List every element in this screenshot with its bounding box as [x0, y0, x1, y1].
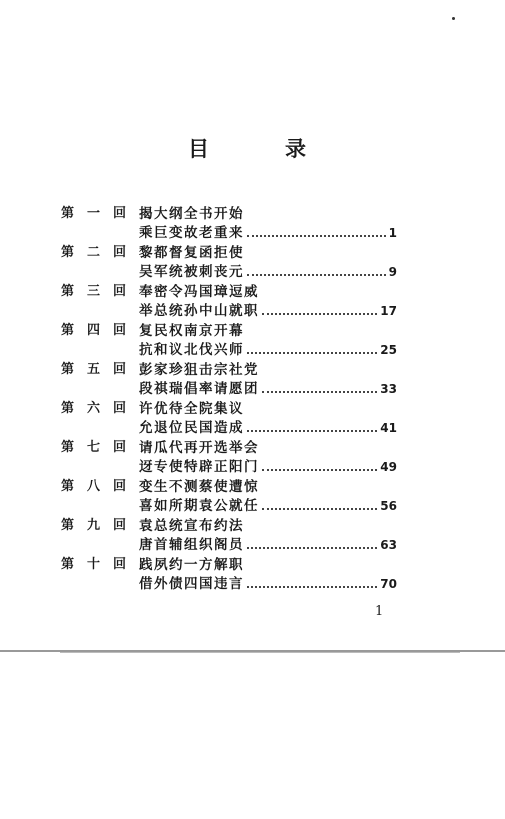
chapter-title-line2: 喜如所期袁公就任 56	[139, 498, 397, 514]
chapter-title-line2: 举总统孙中山就职 17	[139, 303, 397, 319]
leader-dots	[247, 264, 386, 276]
chapter-page: 17	[380, 304, 397, 318]
chapter-title-line1: 复民权南京开幕	[139, 323, 244, 339]
chapter-title-line2: 吴军统被刺丧元 9	[139, 264, 397, 280]
leader-dots	[262, 498, 377, 510]
chapter-title-line2: 乘巨变故老重来 1	[139, 225, 397, 241]
toc-entry[interactable]: 第 三 回 奉密令冯国璋逗威 举总统孙中山就职 17	[0, 278, 505, 317]
toc-entry[interactable]: 第 四 回 复民权南京开幕 抗和议北伐兴师 25	[0, 317, 505, 356]
chapter-title-line2: 借外债四国违言 70	[139, 576, 397, 592]
leader-dots	[262, 459, 377, 471]
page-edge-shadow	[60, 652, 460, 653]
toc-entry[interactable]: 第 六 回 许优待全院集议 允退位民国造成 41	[0, 395, 505, 434]
chapter-page: 25	[380, 343, 397, 357]
toc-entry[interactable]: 第 五 回 彭家珍狙击宗社党 段祺瑞倡率请愿团 33	[0, 356, 505, 395]
page-number: 1	[375, 604, 384, 619]
toc-entry[interactable]: 第 十 回 践夙约一方解职 借外债四国违言 70	[0, 551, 505, 590]
chapter-page: 9	[388, 265, 397, 279]
toc-entry[interactable]: 第 八 回 变生不测蔡使遭惊 喜如所期袁公就任 56	[0, 473, 505, 512]
leader-dots	[262, 381, 377, 393]
toc-entry[interactable]: 第 一 回 揭大纲全书开始 乘巨变故老重来 1	[0, 200, 505, 239]
chapter-title-line2: 唐首辅组织阁员 63	[139, 537, 397, 553]
chapter-title-line1: 许优待全院集议	[139, 401, 244, 417]
chapter-title-line1: 奉密令冯国璋逗威	[139, 284, 259, 300]
leader-dots	[247, 420, 377, 432]
chapter-title-line2: 抗和议北伐兴师 25	[139, 342, 397, 358]
chapter-page: 63	[380, 538, 397, 552]
leader-dots	[247, 537, 377, 549]
chapter-page: 33	[380, 382, 397, 396]
chapter-title-line1: 变生不测蔡使遭惊	[139, 479, 259, 495]
chapter-title-line1: 袁总统宣布约法	[139, 518, 244, 534]
chapter-page: 70	[380, 577, 397, 591]
chapter-page: 41	[380, 421, 397, 435]
table-of-contents	[0, 200, 505, 590]
title-char-1: 目	[188, 136, 211, 161]
chapter-page: 56	[380, 499, 397, 513]
title-char-2: 录	[285, 136, 308, 161]
chapter-title-line1: 黎都督复函拒使	[139, 245, 244, 261]
chapter-title-line2: 段祺瑞倡率请愿团 33	[139, 381, 397, 397]
toc-entry[interactable]: 第 七 回 请瓜代再开选举会 迓专使特辟正阳门 49	[0, 434, 505, 473]
toc-entry[interactable]: 第 二 回 黎都督复函拒使 吴军统被刺丧元 9	[0, 239, 505, 278]
chapter-title-line2: 允退位民国造成 41	[139, 420, 397, 436]
leader-dots	[262, 303, 377, 315]
scan-speck	[452, 17, 455, 20]
chapter-title-line1: 请瓜代再开选举会	[139, 440, 259, 456]
leader-dots	[247, 225, 386, 237]
chapter-title-line1: 彭家珍狙击宗社党	[139, 362, 259, 378]
chapter-title-line1: 践夙约一方解职	[139, 557, 244, 573]
page-title	[188, 133, 308, 163]
leader-dots	[247, 576, 377, 588]
chapter-page: 1	[388, 226, 397, 240]
chapter-title-line2: 迓专使特辟正阳门 49	[139, 459, 397, 475]
leader-dots	[247, 342, 377, 354]
toc-entry[interactable]: 第 九 回 袁总统宣布约法 唐首辅组织阁员 63	[0, 512, 505, 551]
chapter-title-line1: 揭大纲全书开始	[139, 206, 244, 222]
chapter-page: 49	[380, 460, 397, 474]
